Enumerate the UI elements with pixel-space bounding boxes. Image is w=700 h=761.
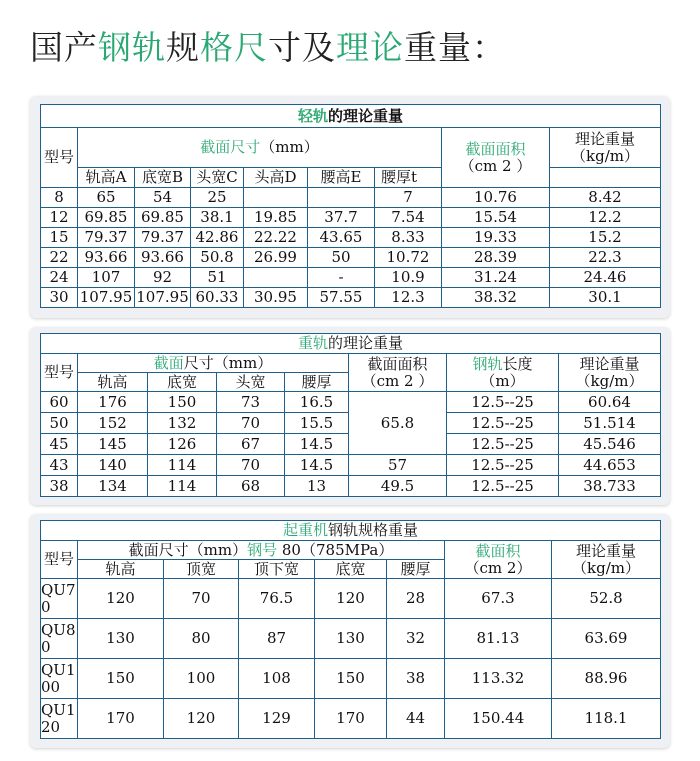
caption-highlight: 起重机 (283, 521, 329, 539)
table-cell: 60.33 (191, 288, 244, 308)
header-weight (550, 128, 661, 168)
table-cell: 12.3 (375, 288, 442, 308)
caption-text: 的理论重量 (328, 334, 404, 352)
subheader-cell: 轨高 (78, 560, 164, 579)
header-area-label: 截面面积 (367, 354, 428, 373)
table-cell: 10.9 (375, 268, 442, 288)
title-part: 规 (166, 28, 200, 67)
table-cell: 16.5 (285, 392, 349, 413)
table-cell: 19.33 (442, 228, 550, 248)
title-part: 寸及 (268, 28, 336, 67)
table-cell: 130 (78, 619, 164, 659)
table-cell: 57.55 (308, 288, 375, 308)
table-cell: 120 (164, 699, 239, 739)
caption-text: 钢轨规格重量 (328, 521, 419, 539)
area-value: 49.5 (349, 476, 447, 497)
table-cell: 30 (41, 288, 78, 308)
subheader-cell: 顶宽 (164, 560, 239, 579)
header-dims-text: 截面尺寸（mm） (128, 540, 248, 559)
subheader-cell: 顶下宽 (239, 560, 315, 579)
table-cell: 79.37 (135, 228, 191, 248)
table-row (41, 208, 661, 228)
area-value: 65.8 (380, 413, 415, 432)
table-cell: 113.32 (445, 659, 552, 699)
table-cell: 67.3 (445, 579, 552, 619)
subheader-cell: 底宽B (135, 168, 191, 188)
light-rail-card (30, 96, 670, 318)
header-dims-highlight: 截面 (153, 353, 184, 372)
table-row (41, 699, 661, 739)
subheader-cell: 腰厚 (387, 560, 445, 579)
table-cell: 70 (164, 579, 239, 619)
header-length (447, 354, 559, 392)
title-part: 格尺 (200, 28, 268, 67)
area-value: 57 (349, 455, 447, 476)
table-cell: 15.54 (442, 208, 550, 228)
table-cell: 65 (78, 188, 135, 208)
table-cell: 7 (375, 188, 442, 208)
subheader-cell: 腰厚t (375, 168, 442, 188)
table-cell: 69.85 (78, 208, 135, 228)
heavy-rail-table (40, 333, 661, 497)
table-cell: 92 (135, 268, 191, 288)
table-cell: 12.2 (550, 208, 661, 228)
table-cell: 12.5--25 (447, 413, 559, 434)
table-cell: 38.1 (191, 208, 244, 228)
table-cell: 120 (315, 579, 387, 619)
header-length-highlight: 钢轨 (472, 354, 503, 373)
title-part: 钢轨 (98, 28, 166, 67)
table-caption (41, 105, 661, 128)
header-weight-label: 理论重量 (579, 354, 640, 373)
subheader-cell: 底宽 (148, 373, 217, 392)
table-cell: 28 (387, 579, 445, 619)
caption-text: 的理论重量 (328, 106, 404, 125)
subheader-cell: 头宽C (191, 168, 244, 188)
caption-highlight: 轻轨 (297, 106, 328, 125)
table-cell: 10.72 (375, 248, 442, 268)
table-cell: 118.1 (552, 699, 661, 739)
table-cell: 120 (78, 579, 164, 619)
table-cell: 45.546 (559, 434, 661, 455)
table-cell: 150 (315, 659, 387, 699)
page-title (30, 22, 506, 69)
header-weight (552, 541, 661, 579)
crane-rail-table (40, 520, 661, 739)
table-caption (41, 521, 661, 541)
table-cell: 52.8 (552, 579, 661, 619)
header-weight-label: 理论重量 (576, 541, 637, 560)
table-cell: QU120 (41, 699, 78, 739)
title-part: 重量 (404, 28, 472, 67)
table-cell: 12 (41, 208, 78, 228)
table-cell: 38 (387, 659, 445, 699)
subheader-cell: 头高D (244, 168, 308, 188)
caption-highlight: 重轨 (298, 334, 329, 352)
table-cell: 45 (41, 434, 78, 455)
table-cell: 22 (41, 248, 78, 268)
table-cell: 114 (148, 455, 217, 476)
header-steel-highlight: 钢号 (247, 540, 278, 559)
table-cell: 51 (191, 268, 244, 288)
table-cell (308, 188, 375, 208)
header-weight (559, 354, 661, 392)
table-cell: 14.5 (285, 434, 349, 455)
table-cell: 38 (41, 476, 78, 497)
subheader-cell: 底宽 (315, 560, 387, 579)
table-cell: 81.13 (445, 619, 552, 659)
header-weight-unit: （kg/m） (575, 371, 644, 390)
table-cell: 15 (41, 228, 78, 248)
table-cell: 60.64 (559, 392, 661, 413)
table-cell: 22.22 (244, 228, 308, 248)
table-row (41, 188, 661, 208)
table-row (41, 288, 661, 308)
subheader-row (41, 168, 661, 188)
table-cell: 12.5--25 (447, 434, 559, 455)
table-cell: 24.46 (550, 268, 661, 288)
table-cell: QU70 (41, 579, 78, 619)
table-row (41, 619, 661, 659)
table-cell: 12.5--25 (447, 455, 559, 476)
table-cell: 107.95 (136, 288, 189, 306)
table-cell: 42.86 (191, 228, 244, 248)
header-area-text: （cm 2） (464, 558, 532, 577)
header-area-unit: （cm 2 ） (361, 371, 434, 390)
header-area-unit: （cm 2 ） (459, 156, 532, 175)
table-cell: 54 (135, 188, 191, 208)
header-weight-label: 理论重量 (574, 129, 635, 148)
table-cell: 107.95 (78, 288, 135, 308)
table-cell: 108 (239, 659, 315, 699)
table-cell: 70 (217, 413, 285, 434)
table-row (41, 476, 661, 497)
table-cell: 63.69 (552, 619, 661, 659)
table-row (41, 579, 661, 619)
header-dims-highlight: 截面尺寸 (200, 138, 261, 156)
area-cell (349, 392, 447, 455)
table-cell: 14.5 (285, 455, 349, 476)
subheader-cell: 腰厚 (285, 373, 349, 392)
table-cell: 8.42 (550, 188, 661, 208)
table-caption (41, 334, 661, 354)
title-part: 国产 (30, 28, 98, 67)
table-cell: - (308, 268, 375, 288)
header-xinghao: 型号 (41, 354, 78, 392)
table-cell: 130 (315, 619, 387, 659)
header-dims (78, 128, 442, 168)
table-cell: QU100 (41, 659, 78, 699)
table-cell: 70 (217, 455, 285, 476)
table-cell: 129 (239, 699, 315, 739)
table-cell: 134 (78, 476, 148, 497)
table-cell: 152 (78, 413, 148, 434)
header-steel-text: 80（785MPa） (277, 540, 394, 559)
table-cell: 107 (78, 268, 135, 288)
table-row (41, 392, 661, 413)
table-cell: 10.76 (442, 188, 550, 208)
table-cell: 60 (41, 392, 78, 413)
table-cell: 7.54 (375, 208, 442, 228)
header-dims (78, 354, 349, 373)
table-row (41, 248, 661, 268)
table-cell: 80 (164, 619, 239, 659)
table-cell: 32 (387, 619, 445, 659)
table-cell: 25 (191, 188, 244, 208)
crane-rail-card (30, 514, 670, 748)
table-cell: 43.65 (308, 228, 375, 248)
table-cell: 50 (41, 413, 78, 434)
table-row (41, 659, 661, 699)
header-area (442, 128, 550, 188)
table-cell: 150 (148, 392, 217, 413)
header-length-unit: （m） (480, 371, 525, 390)
table-cell: 30.95 (244, 288, 308, 308)
subheader-cell: 头宽 (217, 373, 285, 392)
table-cell: 114 (148, 476, 217, 497)
table-row (41, 228, 661, 248)
table-cell: 31.24 (442, 268, 550, 288)
table-cell: 30.1 (550, 288, 661, 308)
table-cell: 15.5 (285, 413, 349, 434)
table-cell: 145 (78, 434, 148, 455)
table-cell: 93.66 (78, 248, 135, 268)
table-cell: 100 (164, 659, 239, 699)
table-cell: 12.5--25 (447, 476, 559, 497)
table-cell: 140 (78, 455, 148, 476)
table-cell: 13 (285, 476, 349, 497)
table-cell: 79.37 (78, 228, 135, 248)
table-cell: 87 (239, 619, 315, 659)
table-cell: 8.33 (375, 228, 442, 248)
table-cell: 150.44 (445, 699, 552, 739)
table-cell: 38.733 (559, 476, 661, 497)
table-cell: 67 (217, 434, 285, 455)
table-cell: 8 (41, 188, 78, 208)
table-cell: 19.85 (244, 208, 308, 228)
header-area-label: 截面面积 (465, 139, 526, 158)
subheader-cell: 轨高A (78, 168, 135, 188)
header-dims (78, 541, 445, 560)
table-cell: 126 (148, 434, 217, 455)
subheader-cell: 轨高 (78, 373, 148, 392)
header-length-label: 长度 (502, 354, 533, 373)
table-cell: 26.99 (244, 248, 308, 268)
title-part: ： (472, 28, 506, 67)
table-cell: 132 (148, 413, 217, 434)
table-cell: 50.8 (191, 248, 244, 268)
table-cell: 68 (217, 476, 285, 497)
table-cell: QU80 (41, 619, 78, 659)
heavy-rail-card (30, 327, 670, 505)
table-cell: 170 (315, 699, 387, 739)
table-cell: 69.85 (135, 208, 191, 228)
table-cell: 37.7 (308, 208, 375, 228)
header-dims-text: 尺寸（mm） (183, 353, 273, 372)
empty-cell (550, 168, 661, 188)
light-rail-table (40, 104, 661, 308)
table-cell: 176 (78, 392, 148, 413)
table-cell: 12.5--25 (447, 392, 559, 413)
header-weight-unit: （kg/m） (571, 146, 639, 165)
header-xinghao: 型号 (41, 541, 78, 579)
table-row (41, 268, 661, 288)
table-cell: 88.96 (552, 659, 661, 699)
title-part: 理论 (336, 28, 404, 67)
table-cell: 28.39 (442, 248, 550, 268)
table-cell (244, 188, 308, 208)
table-cell: 15.2 (550, 228, 661, 248)
table-cell: 73 (217, 392, 285, 413)
table-cell: 24 (41, 268, 78, 288)
table-cell: 44 (387, 699, 445, 739)
table-cell: 43 (41, 455, 78, 476)
header-xinghao: 型号 (41, 128, 78, 188)
table-cell: 76.5 (239, 579, 315, 619)
table-cell: 50 (308, 248, 375, 268)
table-cell: 150 (78, 659, 164, 699)
header-area (445, 541, 552, 579)
table-cell: 44.653 (559, 455, 661, 476)
table-cell: 170 (78, 699, 164, 739)
table-cell: 51.514 (559, 413, 661, 434)
header-area (349, 354, 447, 392)
subheader-cell: 腰高E (308, 168, 375, 188)
header-area-highlight: 截面积 (475, 541, 521, 560)
table-row (41, 455, 661, 476)
table-cell (244, 268, 308, 288)
header-dims-text: （mm） (260, 138, 319, 156)
table-cell: 38.32 (442, 288, 550, 308)
table-cell: 93.66 (135, 248, 191, 268)
header-weight-unit: （kg/m） (572, 558, 640, 577)
table-cell: 22.3 (550, 248, 661, 268)
